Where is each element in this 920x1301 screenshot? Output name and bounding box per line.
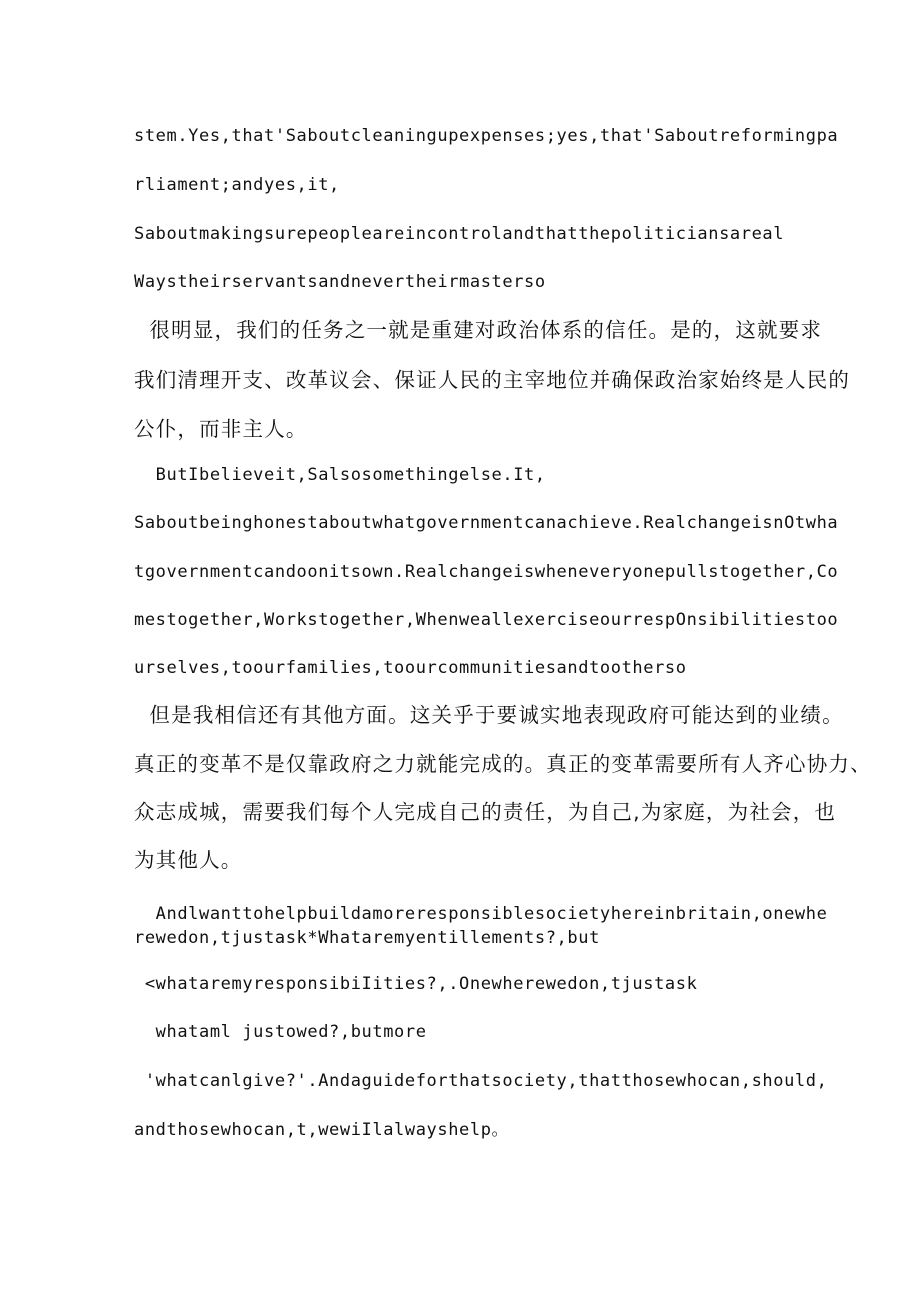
text-line: Saboutbeinghonestaboutwhatgovernmentcanachieve.RealchangeisnOtwha	[134, 513, 839, 533]
text-line: urselves,toourfamilies,toourcommunitiesandtootherso	[134, 658, 687, 678]
text-line: mestogether,Workstogether,WhenweallexerciseourrespOnsibilitiestoo	[134, 610, 839, 630]
text-line: 'whatcanlgive?'.Andaguideforthatsociety,thatthosewhocan,should,	[134, 1071, 828, 1091]
text-line: Andlwanttohelpbuildamoreresponsiblesocietyhereinbritain,onewhe	[134, 904, 828, 924]
text-line: Waystheirservantsandnevertheirmasterso	[134, 272, 546, 292]
text-line: 真正的变革不是仅靠政府之力就能完成的。真正的变革需要所有人齐心协力、	[134, 752, 872, 776]
text-line: 众志成城，需要我们每个人完成自己的责任，为自己,为家庭，为社会，也	[134, 800, 837, 824]
text-line: 公仆，而非主人。	[134, 417, 308, 441]
text-line: 我们清理开支、改革议会、保证人民的主宰地位并确保政治家始终是人民的	[134, 368, 851, 392]
text-line: rewedon,tjustask*Whataremyentillements?,but	[134, 928, 600, 948]
text-line: 但是我相信还有其他方面。这关乎于要诚实地表现政府可能达到的业绩。	[134, 703, 844, 727]
text-line: Saboutmakingsurepeopleareincontrolandthatthepoliticiansareal	[134, 224, 785, 244]
text-line: ButIbelieveit,Salsosomethingelse.It,	[134, 465, 546, 485]
text-line: whataml justowed?,butmore	[134, 1022, 427, 1042]
text-line: 很明显，我们的任务之一就是重建对政治体系的信任。是的，这就要求	[134, 318, 823, 342]
text-line: <whataremyresponsibiIities?,.Onewherewedon,tjustask	[134, 974, 698, 994]
text-line: stem.Yes,that'Saboutcleaningupexpenses;yes,that'Saboutreformingpa	[134, 126, 839, 146]
text-line: 为其他人。	[134, 848, 243, 872]
text-line: rliament;andyes,it,	[134, 175, 340, 195]
text-line: tgovernmentcandoonitsown.Realchangeiswheneveryonepullstogether,Co	[134, 562, 839, 582]
text-line: andthosewhocan,t,wewiIlalwayshelp。	[134, 1120, 510, 1140]
